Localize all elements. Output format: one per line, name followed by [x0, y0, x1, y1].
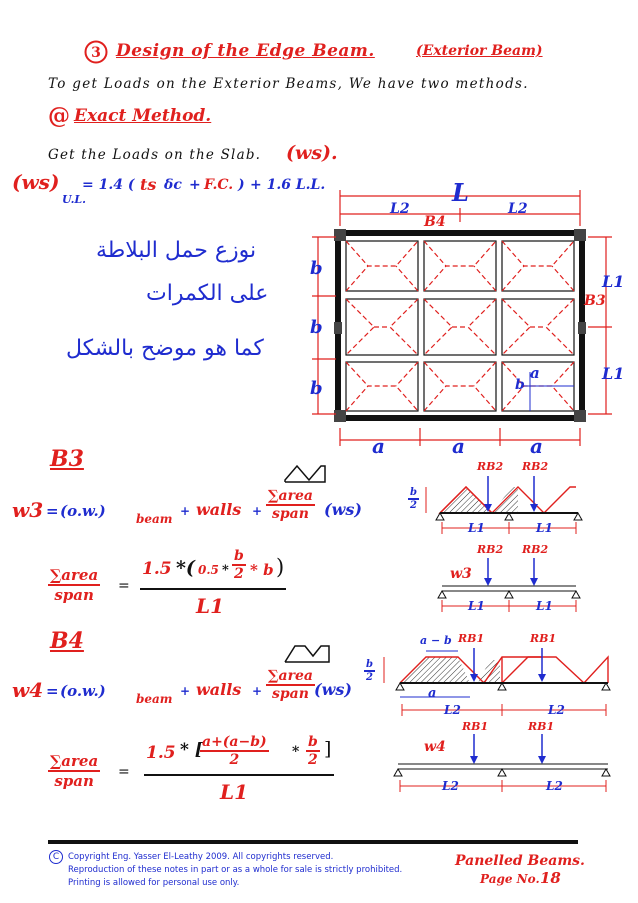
arabic-line-3: كما هو موضح بالشكل — [66, 336, 264, 361]
method-marker: @ — [48, 103, 70, 129]
plan-L2-left: L2 — [390, 201, 410, 217]
b4-area-eq: = — [118, 764, 130, 780]
footer-page-label: Page No. — [480, 872, 540, 886]
arabic-line-1: نوزع حمل البلاطة — [96, 238, 257, 263]
section-subtitle: (Exterior Beam) — [416, 43, 543, 59]
b3-walls: walls — [196, 500, 242, 519]
plan-a-inner: a — [530, 364, 540, 382]
b3-dia-w3: w3 — [450, 566, 472, 582]
b4-ow: (o.w.) — [60, 682, 106, 700]
b3-w-lhs: w3 — [12, 498, 44, 522]
b3-num-c: 0.5 — [198, 563, 219, 577]
b4-L2-b: L2 — [548, 703, 565, 717]
b3-sum-den: span — [272, 506, 309, 522]
b4-dia-a: a — [428, 686, 437, 701]
plan-L1-top: L1 — [602, 272, 625, 291]
ws-ts: ts — [140, 175, 157, 194]
b4-ws: (ws) — [314, 680, 352, 699]
b4-area-lhs-den: span — [54, 772, 94, 790]
b3-ow: (o.w.) — [60, 502, 106, 520]
b3-L1-b: L1 — [536, 521, 553, 535]
b3-dia-bhalf-n: b — [410, 487, 417, 498]
b3-rb2-b: RB2 — [522, 460, 549, 473]
plan-a-2: a — [452, 434, 465, 458]
b4-rb1-c: RB1 — [462, 720, 489, 733]
b3-rb2-d: RB2 — [522, 543, 549, 556]
ws-close: ) — [238, 177, 245, 193]
b3-plus2: + — [252, 504, 263, 518]
footer-course: Panelled Beams. — [455, 853, 585, 869]
b3-area-lhs-num: ∑area — [50, 566, 99, 584]
plan-a-1: a — [372, 434, 385, 458]
plan-a-3: a — [530, 434, 543, 458]
b3-dia-bhalf-d: 2 — [410, 500, 417, 511]
b3-num-f: * b — [250, 561, 274, 579]
b4-beam: beam — [136, 692, 173, 706]
plan-B4: B4 — [424, 214, 446, 230]
ws-fc: F.C. — [204, 177, 234, 193]
b3-num-bhalf-d: 2 — [234, 566, 244, 582]
b3-ws: (ws) — [324, 500, 362, 519]
b4-w-lhs: w4 — [12, 678, 44, 702]
footer-line-1: Copyright Eng. Yasser El-Leathy 2009. All copyrights reserved. — [68, 852, 334, 862]
b4-L2-a: L2 — [444, 703, 461, 717]
b4-sum-num: ∑area — [268, 668, 313, 684]
plan-L: L — [452, 178, 469, 207]
copyright-icon: C — [49, 850, 63, 864]
b3-heading: B3 — [50, 446, 84, 472]
b4-sum-den: span — [272, 686, 309, 702]
b4-rb1-d: RB1 — [528, 720, 555, 733]
b3-L1-c: L1 — [468, 599, 485, 613]
b4-num-c-n: a+(a−b) — [202, 734, 267, 750]
ws-sub: U.L. — [62, 193, 86, 206]
b4-plus2: + — [252, 684, 263, 698]
footer-line-2: Reproduction of these notes in part or as a whole for sale is strictly prohibited. — [68, 865, 403, 875]
arabic-line-2: على الكمرات — [146, 281, 269, 306]
b4-dia-ab: a − b — [420, 634, 452, 647]
footer-rule — [48, 840, 578, 844]
b4-num-f: ] — [324, 738, 332, 760]
b4-num-d: * — [292, 744, 300, 760]
b3-area-lhs-den: span — [54, 586, 94, 604]
b4-rb1-a: RB1 — [458, 632, 485, 645]
b3-eq: = — [46, 502, 59, 520]
b3-frac-den: L1 — [196, 594, 224, 618]
b4-frac-den: L1 — [220, 780, 248, 804]
b3-num-a: 1.5 — [142, 559, 172, 579]
b4-L2-c: L2 — [442, 779, 459, 793]
plan-L2-right: L2 — [508, 201, 528, 217]
slab-load-symbol: (ws). — [286, 142, 338, 164]
b3-num-d: * — [222, 563, 229, 578]
footer-page-number: 18 — [540, 869, 561, 887]
plan-L1-bottom: L1 — [602, 364, 625, 383]
b4-heading: B4 — [50, 628, 84, 654]
b4-walls: walls — [196, 680, 242, 699]
ws-gamma: δc — [164, 177, 182, 193]
b4-num-bhalf-n: b — [308, 734, 318, 750]
b3-rb2-c: RB2 — [477, 543, 504, 556]
ws-ll: + 1.6 L.L. — [250, 177, 326, 193]
plan-b-2: b — [310, 317, 323, 338]
method-name: Exact Method. — [74, 106, 212, 126]
b3-plus1: + — [180, 504, 191, 518]
slab-load-text: Get the Loads on the Slab. — [48, 147, 262, 163]
b4-num-a: 1.5 — [146, 743, 176, 763]
b3-beam: beam — [136, 512, 173, 526]
b4-dia-w4: w4 — [424, 739, 446, 755]
footer-line-3: Printing is allowed for personal use only. — [68, 878, 240, 888]
b3-num-g: ) — [276, 555, 285, 579]
b3-area-eq: = — [118, 578, 130, 594]
b3-num-bhalf-n: b — [234, 548, 244, 564]
section-title: Design of the Edge Beam. — [116, 41, 375, 61]
b4-area-lhs-num: ∑area — [50, 752, 99, 770]
b4-rb1-b: RB1 — [530, 632, 557, 645]
b4-dia-bhalf-d: 2 — [366, 672, 373, 683]
b4-dia-bhalf — [364, 659, 375, 683]
b3-sum-num: ∑area — [268, 488, 313, 504]
b4-num-b: * [ — [180, 740, 203, 760]
plan-b-1: b — [310, 258, 323, 279]
b3-L1-a: L1 — [468, 521, 485, 535]
section-number: 3 — [91, 45, 101, 61]
b4-dia-bhalf-n: b — [366, 659, 373, 670]
plan-B3: B3 — [584, 293, 606, 309]
b3-L1-d: L1 — [536, 599, 553, 613]
b4-plus1: + — [180, 684, 191, 698]
ws-lhs: (ws) — [12, 170, 60, 194]
b4-num-bhalf-d: 2 — [308, 752, 318, 768]
plan-b-inner: b — [515, 377, 525, 393]
b3-num-b: *( — [176, 557, 195, 579]
plan-b-3: b — [310, 378, 323, 399]
intro-text: To get Loads on the Exterior Beams, We have two methods. — [48, 76, 529, 92]
b4-num-c-d: 2 — [229, 752, 240, 768]
b4-L2-d: L2 — [546, 779, 563, 793]
ws-plus: + — [189, 177, 201, 193]
b3-rb2-a: RB2 — [477, 460, 504, 473]
b4-eq: = — [46, 682, 59, 700]
ws-eq: = 1.4 ( — [82, 177, 135, 193]
